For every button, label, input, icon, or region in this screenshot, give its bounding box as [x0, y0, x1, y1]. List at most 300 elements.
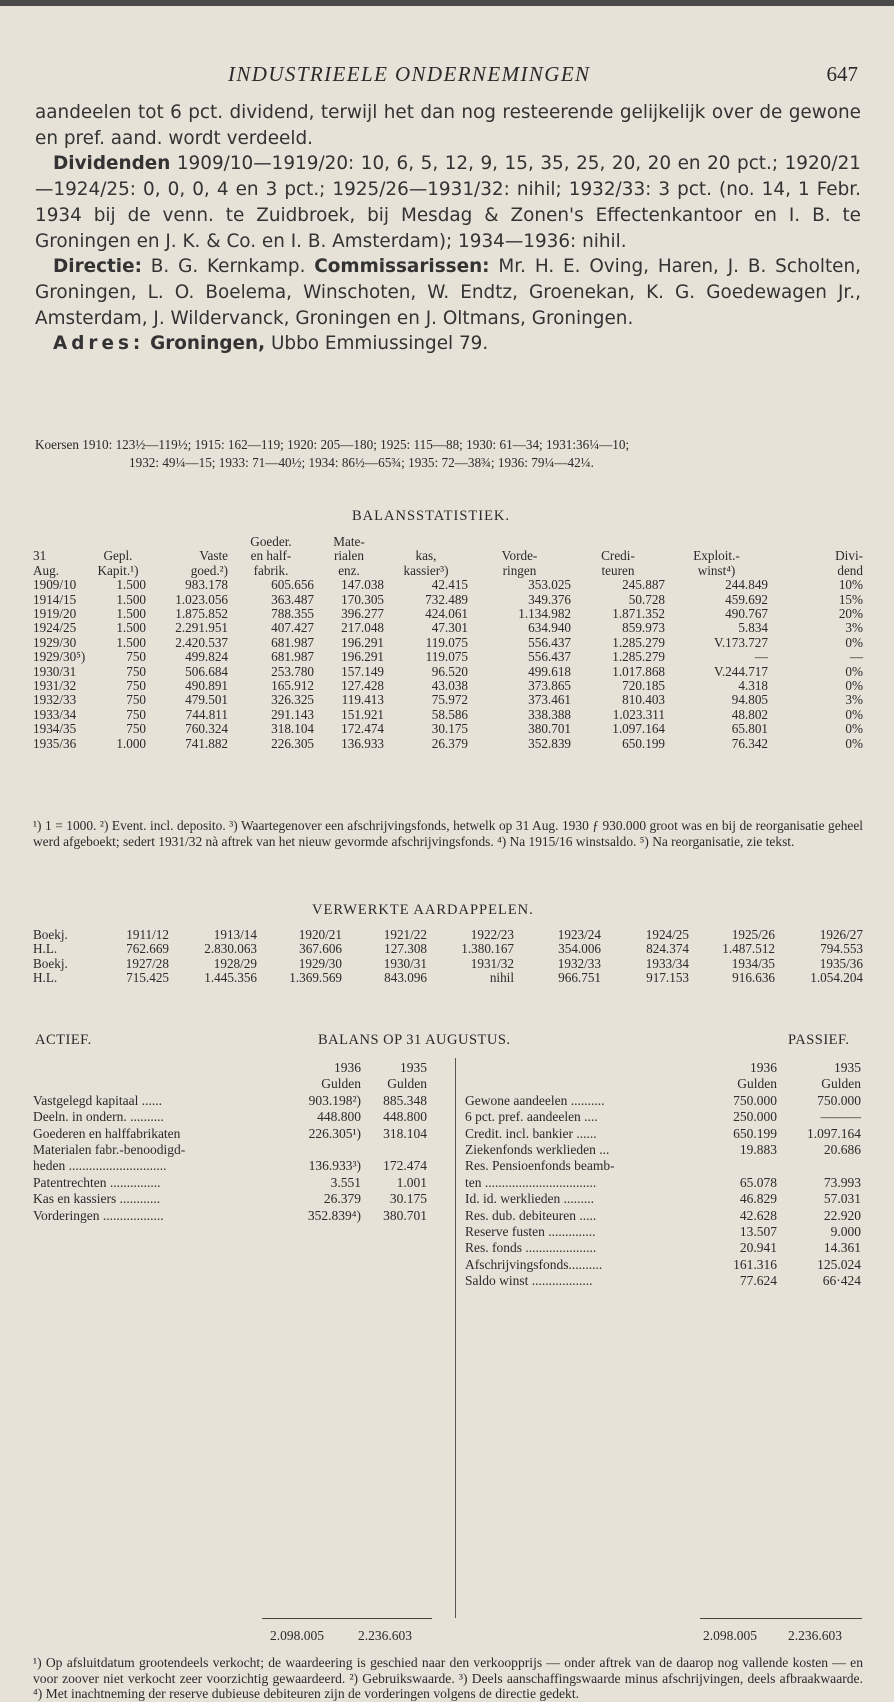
table-cell: 1932/33	[33, 692, 77, 708]
balance-item-value: ———	[820, 1109, 861, 1125]
table-cell: 373.865	[528, 678, 571, 694]
table-row	[33, 607, 863, 621]
balance-item-label: Credit. incl. bankier ......	[465, 1125, 597, 1141]
table-cell: 2.420.537	[175, 634, 228, 650]
table-cell: 732.489	[425, 591, 468, 607]
table-cell: 1926/27	[819, 927, 863, 942]
table-cell: 0%	[845, 663, 863, 679]
table-cell: 1924/25	[33, 620, 77, 636]
balance-item-value: 9.000	[830, 1223, 861, 1239]
table-cell: 380.701	[528, 721, 571, 737]
balance-item-value: 57.031	[823, 1191, 861, 1207]
table-cell: 788.355	[271, 606, 314, 622]
table-cell: 983.178	[185, 577, 228, 593]
table-cell: 2.830.063	[204, 941, 257, 957]
table-cell: 1.285.279	[612, 649, 665, 665]
table-cell: 1.285.279	[612, 634, 665, 650]
year-1935: 1935	[400, 1060, 427, 1075]
table-cell: 750	[126, 663, 146, 679]
table-row	[33, 679, 863, 693]
balance-row	[465, 1240, 863, 1256]
table-cell: 94.805	[731, 692, 768, 708]
table-row	[33, 722, 863, 736]
balance-item-value: 750.000	[733, 1092, 777, 1108]
passief-total-rule	[700, 1618, 862, 1619]
table-cell: ringen	[502, 562, 537, 578]
table-cell: 1924/25	[645, 927, 689, 942]
table-cell: goed.²)	[190, 562, 228, 578]
balance-item-label: Saldo winst ..................	[465, 1273, 593, 1289]
table-cell	[146, 535, 228, 549]
table-cell: 226.305	[271, 735, 314, 751]
balance-row	[33, 1208, 451, 1224]
table-cell: 20%	[838, 606, 863, 622]
table-cell: 367.606	[299, 941, 342, 957]
table-cell: teuren	[601, 562, 635, 578]
table-cell: 1933/34	[33, 706, 77, 722]
table-cell: dend	[837, 562, 863, 578]
balance-row	[465, 1191, 863, 1207]
table-cell: 354.006	[558, 941, 601, 957]
balance-item-label: Res. Pensioenfonds beamb-	[465, 1158, 615, 1174]
table-cell: 1.097.164	[612, 721, 665, 737]
table-cell: 1.871.352	[612, 606, 665, 622]
table-cell: Gepl.	[103, 548, 133, 564]
actief-total-rule	[262, 1618, 432, 1619]
table-row	[33, 693, 863, 707]
table-cell: 1914/15	[33, 591, 77, 607]
table-header-row	[33, 535, 863, 549]
table-cell: 1929/30	[33, 634, 77, 650]
table-cell: 479.501	[185, 692, 228, 708]
table-cell: 1925/26	[731, 927, 775, 942]
table-cell: 1929/30	[298, 955, 342, 971]
table-cell: 47.301	[431, 620, 468, 636]
table-row	[33, 636, 863, 650]
table-cell: 1929/30⁵)	[33, 649, 86, 665]
aardappelen-title: VERWERKTE AARDAPPELEN.	[312, 902, 534, 918]
table-cell: 253.780	[271, 663, 314, 679]
table-cell: 4.318	[738, 678, 768, 694]
table-cell	[33, 535, 90, 549]
table-cell: 151.921	[341, 706, 384, 722]
table-cell: 506.684	[185, 663, 228, 679]
table-cell: 353.025	[528, 577, 571, 593]
year-row	[465, 1060, 863, 1076]
table-cell: 1922/23	[470, 927, 514, 942]
table-cell: 338.388	[528, 706, 571, 722]
balance-row	[33, 1109, 451, 1125]
adres-city: Groningen,	[150, 333, 266, 355]
table-cell: 119.413	[341, 692, 384, 708]
unit-1935: Gulden	[821, 1076, 861, 1092]
table-cell: 490.891	[185, 678, 228, 694]
table-cell: 172.474	[341, 721, 384, 737]
unit-1936: Gulden	[737, 1076, 777, 1092]
table-cell: 349.376	[528, 591, 571, 607]
table-cell: rialen	[333, 548, 365, 564]
table-cell: 1913/14	[213, 927, 257, 942]
table-cell: 824.374	[646, 941, 689, 957]
table-header-row	[33, 564, 863, 578]
table-cell: Goeder.	[250, 534, 292, 549]
balance-item-value: 136.933³)	[308, 1158, 361, 1174]
table-cell: 1.500	[116, 606, 146, 622]
table-cell	[571, 535, 665, 549]
aardappelen-table	[33, 928, 863, 986]
table-cell: 119.075	[425, 649, 468, 665]
balance-row	[33, 1191, 451, 1207]
table-cell: 424.061	[425, 606, 468, 622]
balance-item-value: 903.198²)	[308, 1092, 361, 1108]
table-header-row	[33, 549, 863, 563]
directie-text: B. G. Kernkamp.	[141, 256, 315, 278]
table-cell: 76.342	[731, 735, 768, 751]
koersen-line-1: Koersen 1910: 123½—119½; 1915: 162—119; 1920: 205—180; 1925: 115—88; 1930: 61—34; 1931:36¼—10;	[35, 437, 630, 452]
balance-row	[33, 1126, 451, 1142]
table-cell: 1928/29	[213, 955, 257, 971]
table-cell: en half-	[250, 548, 292, 564]
balance-item-value: 46.829	[739, 1191, 777, 1207]
company-text	[35, 100, 861, 357]
table-cell: 1.023.311	[612, 706, 665, 722]
table-cell: 750	[126, 706, 146, 722]
table-cell: Mate-	[333, 534, 365, 549]
table-cell: 843.096	[384, 970, 427, 986]
balance-item-value: 19.883	[739, 1141, 777, 1157]
table-cell: 147.038	[341, 577, 384, 593]
table-cell: 634.940	[528, 620, 571, 636]
table-cell: Divi-	[835, 548, 863, 564]
table-cell: 1934/35	[731, 955, 775, 971]
table-cell: 1.500	[116, 577, 146, 593]
balance-item-value: 1.001	[396, 1174, 427, 1190]
table-cell: 1935/36	[819, 955, 863, 971]
balance-item-value: 30.175	[389, 1191, 427, 1207]
table-cell: 720.185	[622, 678, 665, 694]
table-cell: 363.487	[271, 591, 314, 607]
table-cell: 1.134.982	[518, 606, 571, 622]
table-cell: 459.692	[725, 591, 768, 607]
table-cell: 750	[126, 649, 146, 665]
balance-item-label: Patentrechten ...............	[33, 1174, 161, 1190]
table-cell: winst⁴)	[697, 562, 736, 578]
table-cell: 407.427	[271, 620, 314, 636]
balance-item-label: heden .............................	[33, 1158, 167, 1174]
table-cell: kas,	[415, 548, 437, 564]
actief-total-1935: 2.236.603	[358, 1628, 412, 1643]
table-cell: 750	[126, 678, 146, 694]
table-cell: 490.767	[725, 606, 768, 622]
table-cell: 127.308	[384, 941, 427, 957]
table-cell: 244.849	[725, 577, 768, 593]
balance-item-value: 1.097.164	[807, 1125, 861, 1141]
table-cell: 794.553	[820, 941, 863, 957]
balans-title: BALANS OP 31 AUGUSTUS.	[318, 1032, 511, 1048]
table-cell: 1923/24	[557, 927, 601, 942]
table-row	[33, 578, 863, 592]
table-cell: 1920/21	[298, 927, 342, 942]
table-cell: Vaste	[199, 548, 228, 564]
table-cell: fabrik.	[253, 562, 289, 578]
commissarissen-label: Commissarissen:	[314, 256, 490, 278]
table-cell: 165.912	[271, 678, 314, 694]
table-cell: 715.425	[126, 970, 169, 986]
table-cell: 373.461	[528, 692, 571, 708]
table-cell: 58.586	[431, 706, 468, 722]
table-cell: 810.403	[622, 692, 665, 708]
adres-street: Ubbo Emmiussingel 79.	[265, 333, 489, 355]
table-cell: 556.437	[528, 649, 571, 665]
table-cell: 1930/31	[33, 663, 77, 679]
table-cell: 1.054.204	[810, 970, 863, 986]
table-row	[33, 650, 863, 664]
balance-item-label: Deeln. in ondern. ..........	[33, 1109, 164, 1125]
balance-row	[33, 1175, 451, 1191]
address-paragraph	[35, 331, 861, 357]
actief-column	[33, 1060, 451, 1224]
table-cell: 170.305	[341, 591, 384, 607]
table-cell: 0%	[845, 678, 863, 694]
table-cell: V.244.717	[714, 663, 768, 679]
table-cell: Kapit.¹)	[97, 562, 139, 578]
year-1935: 1935	[834, 1060, 861, 1075]
table-cell: 1.500	[116, 634, 146, 650]
table-cell	[768, 535, 863, 549]
balance-item-value: 20.941	[739, 1240, 777, 1256]
balance-item-value: 250.000	[733, 1109, 777, 1125]
balans-divider	[455, 1058, 456, 1618]
table-row	[33, 737, 863, 751]
balance-item-value: 172.474	[383, 1158, 427, 1174]
adres-label: Adres:	[53, 333, 145, 355]
table-cell: Vorde-	[501, 548, 538, 564]
table-cell: 750	[126, 721, 146, 737]
table-row	[33, 665, 863, 679]
balance-row	[465, 1109, 863, 1125]
table-cell: 26.379	[431, 735, 468, 751]
table-cell: 31	[33, 548, 47, 564]
passief-label: PASSIEF.	[788, 1032, 850, 1048]
balance-item-value: 448.800	[383, 1109, 427, 1125]
table-cell: 10%	[838, 577, 863, 593]
balance-row	[465, 1158, 863, 1174]
table-cell: 916.636	[732, 970, 775, 986]
balance-row	[33, 1142, 451, 1158]
table-cell: 966.751	[558, 970, 601, 986]
unit-1936: Gulden	[321, 1076, 361, 1092]
table-cell: 1921/22	[383, 927, 427, 942]
balance-row	[465, 1257, 863, 1273]
balance-item-value: 226.305¹)	[308, 1125, 361, 1141]
balance-item-value: 13.507	[739, 1223, 777, 1239]
dividend-label: Dividenden	[53, 153, 171, 175]
balance-item-label: Goederen en halffabrikaten	[33, 1125, 181, 1141]
balance-item-label: Kas en kassiers ............	[33, 1191, 161, 1207]
table-cell: 136.933	[341, 735, 384, 751]
table-cell: 681.987	[271, 649, 314, 665]
table-cell: 3%	[845, 620, 863, 636]
table-cell: 396.277	[341, 606, 384, 622]
table-row	[33, 971, 863, 985]
table-cell: 30.175	[431, 721, 468, 737]
balance-row	[465, 1126, 863, 1142]
table-cell: 75.972	[431, 692, 468, 708]
table-cell: 1.380.167	[461, 941, 514, 957]
table-cell: 762.669	[126, 941, 169, 957]
balance-item-label: Reserve fusten ..............	[465, 1223, 596, 1239]
balance-item-label: Afschrijvingsfonds..........	[465, 1256, 603, 1272]
balance-item-value: 380.701	[383, 1207, 427, 1223]
table-cell: 0%	[845, 706, 863, 722]
table-cell: 127.428	[341, 678, 384, 694]
balance-item-label: 6 pct. pref. aandeelen ....	[465, 1109, 598, 1125]
balance-item-value: 318.104	[383, 1125, 427, 1141]
balance-item-value: 161.316	[733, 1256, 777, 1272]
table-cell: 43.038	[431, 678, 468, 694]
table-cell: 0%	[845, 735, 863, 751]
balance-item-value: 448.800	[317, 1109, 361, 1125]
table-cell: 1.500	[116, 591, 146, 607]
balance-item-value: 125.024	[817, 1256, 861, 1272]
passief-total-1936: 2.098.005	[703, 1628, 757, 1643]
running-header	[0, 62, 894, 88]
balance-item-value: 885.348	[383, 1092, 427, 1108]
table-cell: 556.437	[528, 634, 571, 650]
balans-footnotes: ¹) Op afsluitdatum grootendeels verkocht; de waardeering is geschied naar den verkoopprijs — onder aftrek van de daarop nog vallende kosten — en voor zoover niet verkocht zeer voorzichtig gewaardeerd. ²) Gebruikswaarde. ³) Deels aanschaffingswaarde minus afschrijvingen, deels afbraakwaarde. ⁴) Met inachtneming der reserve dubieuse debiteuren zijn de vorderingen volgens de directie gedekt.	[33, 1655, 863, 1702]
table-cell	[90, 535, 146, 549]
table-cell: 352.839	[528, 735, 571, 751]
unit-row	[33, 1076, 451, 1092]
table-cell: 1.023.056	[175, 591, 228, 607]
balance-item-value: 26.379	[323, 1191, 361, 1207]
commissarissen-text: Mr. H. E. Oving, Haren, J. B. Scholten, Groningen, L. O. Boelema, Winschoten, W. Endtz, Groenekan, K. G. Goedewagen Jr., Amsterdam, J. Wildervanck, Groningen en J. Oltmans, Groningen.	[35, 256, 861, 329]
table-cell: 1933/34	[645, 955, 689, 971]
table-cell: Credi-	[601, 548, 635, 564]
table-cell: 1934/35	[33, 721, 77, 737]
table-cell	[384, 535, 468, 549]
koersen	[35, 436, 865, 472]
table-cell: 326.325	[271, 692, 314, 708]
table-cell: 1.369.569	[289, 970, 342, 986]
table-row	[33, 593, 863, 607]
balance-item-label: Id. id. werklieden .........	[465, 1191, 594, 1207]
table-cell: 1931/32	[470, 955, 514, 971]
table-cell: 1.875.852	[175, 606, 228, 622]
balance-item-label: Ziekenfonds werklieden ...	[465, 1141, 610, 1157]
page-number: 647	[826, 62, 858, 86]
balance-item-value: 22.920	[823, 1207, 861, 1223]
balance-row	[33, 1093, 451, 1109]
balance-item-value: 65.078	[739, 1174, 777, 1190]
balance-item-label: Vastgelegd kapitaal ......	[33, 1092, 162, 1108]
table-cell: 0%	[845, 721, 863, 737]
balance-row	[465, 1142, 863, 1158]
balance-item-label: Materialen fabr.-benoodigd-	[33, 1141, 186, 1157]
table-cell: 157.149	[341, 663, 384, 679]
table-cell: —	[754, 649, 768, 665]
passief-total-1935: 2.236.603	[788, 1628, 842, 1643]
balance-item-value: 77.624	[739, 1273, 777, 1289]
table-cell: enz.	[338, 562, 360, 578]
table-cell: 1.487.512	[722, 941, 775, 957]
table-cell: 499.618	[528, 663, 571, 679]
unit-1935: Gulden	[387, 1076, 427, 1092]
table-cell: 15%	[838, 591, 863, 607]
table-cell: 917.153	[646, 970, 689, 986]
year-row	[33, 1060, 451, 1076]
table-cell: 1930/31	[383, 955, 427, 971]
table-cell: 1931/32	[33, 678, 77, 694]
balance-item-label: Res. dub. debiteuren .....	[465, 1207, 597, 1223]
balance-item-label: Res. fonds .....................	[465, 1240, 597, 1256]
table-cell: 681.987	[271, 634, 314, 650]
intro-paragraph: aandeelen tot 6 pct. dividend, terwijl het dan nog resteerende gelijkelijk over de gewone en pref. aand. wordt verdeeld.	[35, 102, 861, 149]
table-cell: 119.075	[425, 634, 468, 650]
table-cell: 291.143	[271, 706, 314, 722]
balansstatistiek-notes: ¹) 1 = 1000. ²) Event. incl. deposito. ³) Waartegenover een afschrijvingsfonds, hetwelk op 31 Aug. 1930 ƒ 930.000 groot was en bij de reorganisatie geheel werd afgeboekt; sedert 1931/32 nà aftrek van het nieuw gevormde afschrijvingsfonds. ⁴) Na 1915/16 winstsaldo. ⁵) Na reorganisatie, zie tekst.	[33, 818, 863, 849]
table-cell: 859.973	[622, 620, 665, 636]
management-paragraph	[35, 254, 861, 331]
table-cell: 741.882	[185, 735, 228, 751]
table-cell: 1909/10	[33, 577, 77, 593]
dividend-paragraph	[35, 151, 861, 254]
koersen-line-2: 1932: 49¼—15; 1933: 71—40½; 1934: 86½—65¾; 1935: 72—38¾; 1936: 79¼—42¼.	[129, 455, 594, 470]
unit-row	[465, 1076, 863, 1092]
table-row	[33, 928, 863, 942]
table-cell: 1911/12	[126, 927, 169, 942]
table-cell: 499.824	[185, 649, 228, 665]
year-1936: 1936	[750, 1060, 777, 1075]
table-cell: 245.887	[622, 577, 665, 593]
table-cell: 196.291	[341, 634, 384, 650]
running-title: INDUSTRIEELE ONDERNEMINGEN	[228, 62, 591, 86]
balansstatistiek-table	[33, 535, 863, 751]
balance-item-value: 73.993	[823, 1174, 861, 1190]
table-cell: 1.445.356	[204, 970, 257, 986]
table-cell: 217.048	[341, 620, 384, 636]
balance-item-value: 750.000	[817, 1092, 861, 1108]
table-cell: H.L.	[33, 941, 58, 957]
table-cell: 1927/28	[125, 955, 169, 971]
balance-row	[465, 1093, 863, 1109]
table-cell: 65.801	[731, 721, 768, 737]
balance-row	[465, 1224, 863, 1240]
table-cell: 2.291.951	[175, 620, 228, 636]
table-cell: —	[849, 649, 863, 665]
balance-item-label: Gewone aandeelen ..........	[465, 1092, 605, 1108]
table-cell: 5.834	[738, 620, 768, 636]
balance-item-value: 42.628	[739, 1207, 777, 1223]
table-cell: 1935/36	[33, 735, 77, 751]
table-cell: 318.104	[271, 721, 314, 737]
table-cell: Boekj.	[33, 955, 68, 971]
table-row	[33, 957, 863, 971]
balance-row	[33, 1158, 451, 1174]
table-cell	[665, 535, 768, 549]
balance-item-label: Vorderingen ..................	[33, 1207, 164, 1223]
table-cell: 744.811	[185, 706, 228, 722]
balance-item-label: ten .................................	[465, 1174, 597, 1190]
table-cell: 1919/20	[33, 606, 77, 622]
table-cell: 48.802	[731, 706, 768, 722]
table-cell: 1.017.868	[612, 663, 665, 679]
table-cell: Aug.	[33, 562, 60, 578]
table-cell: 1.500	[116, 620, 146, 636]
table-row	[33, 621, 863, 635]
table-cell: 1.000	[116, 735, 146, 751]
actief-label: ACTIEF.	[35, 1032, 92, 1048]
